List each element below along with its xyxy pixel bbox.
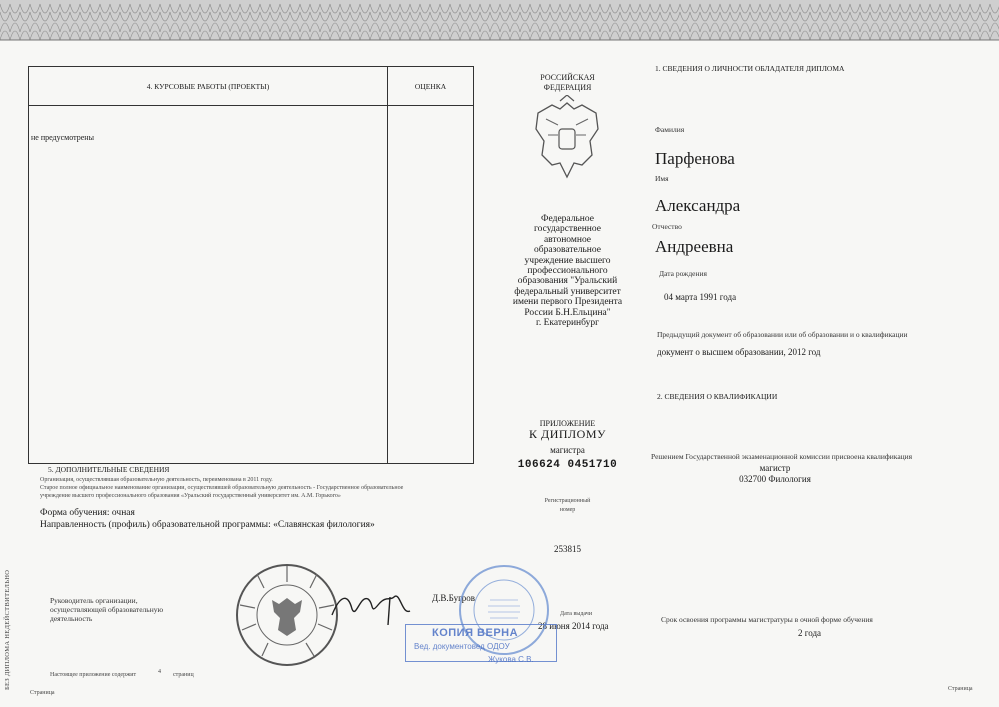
org-line-8: федеральный университет [514, 286, 621, 297]
dob-value: 04 марта 1991 года [664, 292, 737, 302]
head-label-1: Руководитель организации, [50, 596, 138, 605]
additional-line-1: Организация, осуществлявшая образовательную деятельность, переименована в 2011 году. [40, 477, 273, 483]
additional-line-2: Старое полное официальное наименование организации, осуществлявшей образовательную деятельность - Государственное образовательное [40, 485, 404, 491]
country-line-1: РОССИЙСКАЯ [540, 73, 595, 82]
official-seal [232, 560, 342, 670]
table-column-divider [387, 67, 388, 463]
study-form: Форма обучения: очная [40, 508, 135, 518]
dept-text: Вед. документовед ОДОУ [414, 642, 510, 651]
coursework-table [28, 66, 474, 464]
grade-header: ОЦЕНКА [414, 82, 447, 91]
copy-text: КОПИЯ ВЕРНА [432, 627, 519, 639]
reg-label-2: номер [559, 507, 576, 513]
qualification-title: магистр [759, 463, 791, 473]
vertical-validity-text: БЕЗ ДИПЛОМА НЕДЕЙСТВИТЕЛЬНО [4, 569, 11, 690]
coursework-header: 4. КУРСОВЫЕ РАБОТЫ (ПРОЕКТЫ) [146, 82, 270, 91]
reg-label-1: Регистрационный [544, 498, 591, 504]
head-label-2: осуществляющей образовательную [50, 605, 164, 614]
stamp-person: Жукова С.В. [488, 655, 534, 664]
surname-value: Парфенова [655, 149, 735, 168]
prev-doc-value: документ о высшем образовании, 2012 год [657, 347, 821, 357]
surname-label: Фамилия [655, 125, 685, 134]
org-line-11: г. Екатеринбург [536, 318, 599, 329]
pages-word: страниц [173, 672, 194, 678]
qualification-label: Решением Государственной экзаменационной комиссии присвоена квалификация [651, 452, 913, 461]
country-title [510, 73, 625, 93]
org-line-3: автономное [543, 234, 592, 245]
org-line-1: Федеральное [541, 214, 594, 224]
section1-header: 1. СВЕДЕНИЯ О ЛИЧНОСТИ ОБЛАДАТЕЛЯ ДИПЛОМА [655, 64, 845, 73]
duration-value: 2 года [798, 628, 822, 638]
dob-label: Дата рождения [659, 269, 707, 278]
org-line-7: образования "Уральский [517, 276, 618, 287]
organization-name [495, 214, 640, 328]
pages-label: Настоящее приложение содержит [50, 672, 137, 678]
guilloche-border [0, 0, 999, 44]
pages-count: 4 [158, 669, 161, 675]
org-line-4: образовательное [534, 245, 601, 256]
org-line-2: государственное [534, 224, 601, 235]
org-line-6: профессионального [527, 266, 608, 277]
prev-doc-label: Предыдущий документ об образовании или об образовании и о квалификации [657, 330, 908, 339]
section2-header: 2. СВЕДЕНИЯ О КВАЛИФИКАЦИИ [657, 392, 778, 401]
left-page-word: Страница [30, 690, 55, 696]
degree-level: магистра [550, 445, 585, 455]
right-page-word: Страница [948, 686, 973, 692]
series-number: 106624 0451710 [517, 459, 618, 471]
coursework-value: не предусмотрены [31, 133, 94, 142]
qualification-specialty: 032700 Филология [739, 474, 811, 484]
org-line-10: России Б.Н.Ельцина" [524, 307, 611, 318]
appendix-title-2: К ДИПЛОМУ [529, 427, 606, 441]
program-profile: Направленность (профиль) образовательной программы: «Славянская филология» [40, 520, 375, 530]
certified-copy-stamp [405, 624, 557, 662]
name-value: Александра [655, 196, 741, 215]
head-name: Д.В.Бугров [432, 593, 476, 603]
appendix-title-1: ПРИЛОЖЕНИЕ [539, 419, 596, 428]
head-label-3: деятельность [50, 614, 93, 623]
additional-line-3: учреждение высшего профессионального образования «Уральский государственный университет им. А.М. Горького» [40, 493, 341, 499]
duration-label: Срок освоения программы магистратуры в очной форме обучения [661, 615, 873, 624]
issue-date: 28 июня 2014 года [538, 621, 609, 631]
additional-header: 5. ДОПОЛНИТЕЛЬНЫЕ СВЕДЕНИЯ [48, 465, 170, 474]
country-line-2: ФЕДЕРАЦИЯ [543, 83, 592, 92]
patronymic-value: Андреевна [655, 237, 734, 256]
org-line-5: учреждение высшего [524, 255, 611, 266]
org-line-9: имени первого Президента [512, 297, 623, 308]
patronymic-label: Отчество [652, 222, 682, 231]
reg-number: 253815 [554, 544, 581, 554]
coat-of-arms-emblem [530, 95, 605, 185]
name-label: Имя [655, 174, 669, 183]
issue-label: Дата выдачи [560, 611, 593, 617]
